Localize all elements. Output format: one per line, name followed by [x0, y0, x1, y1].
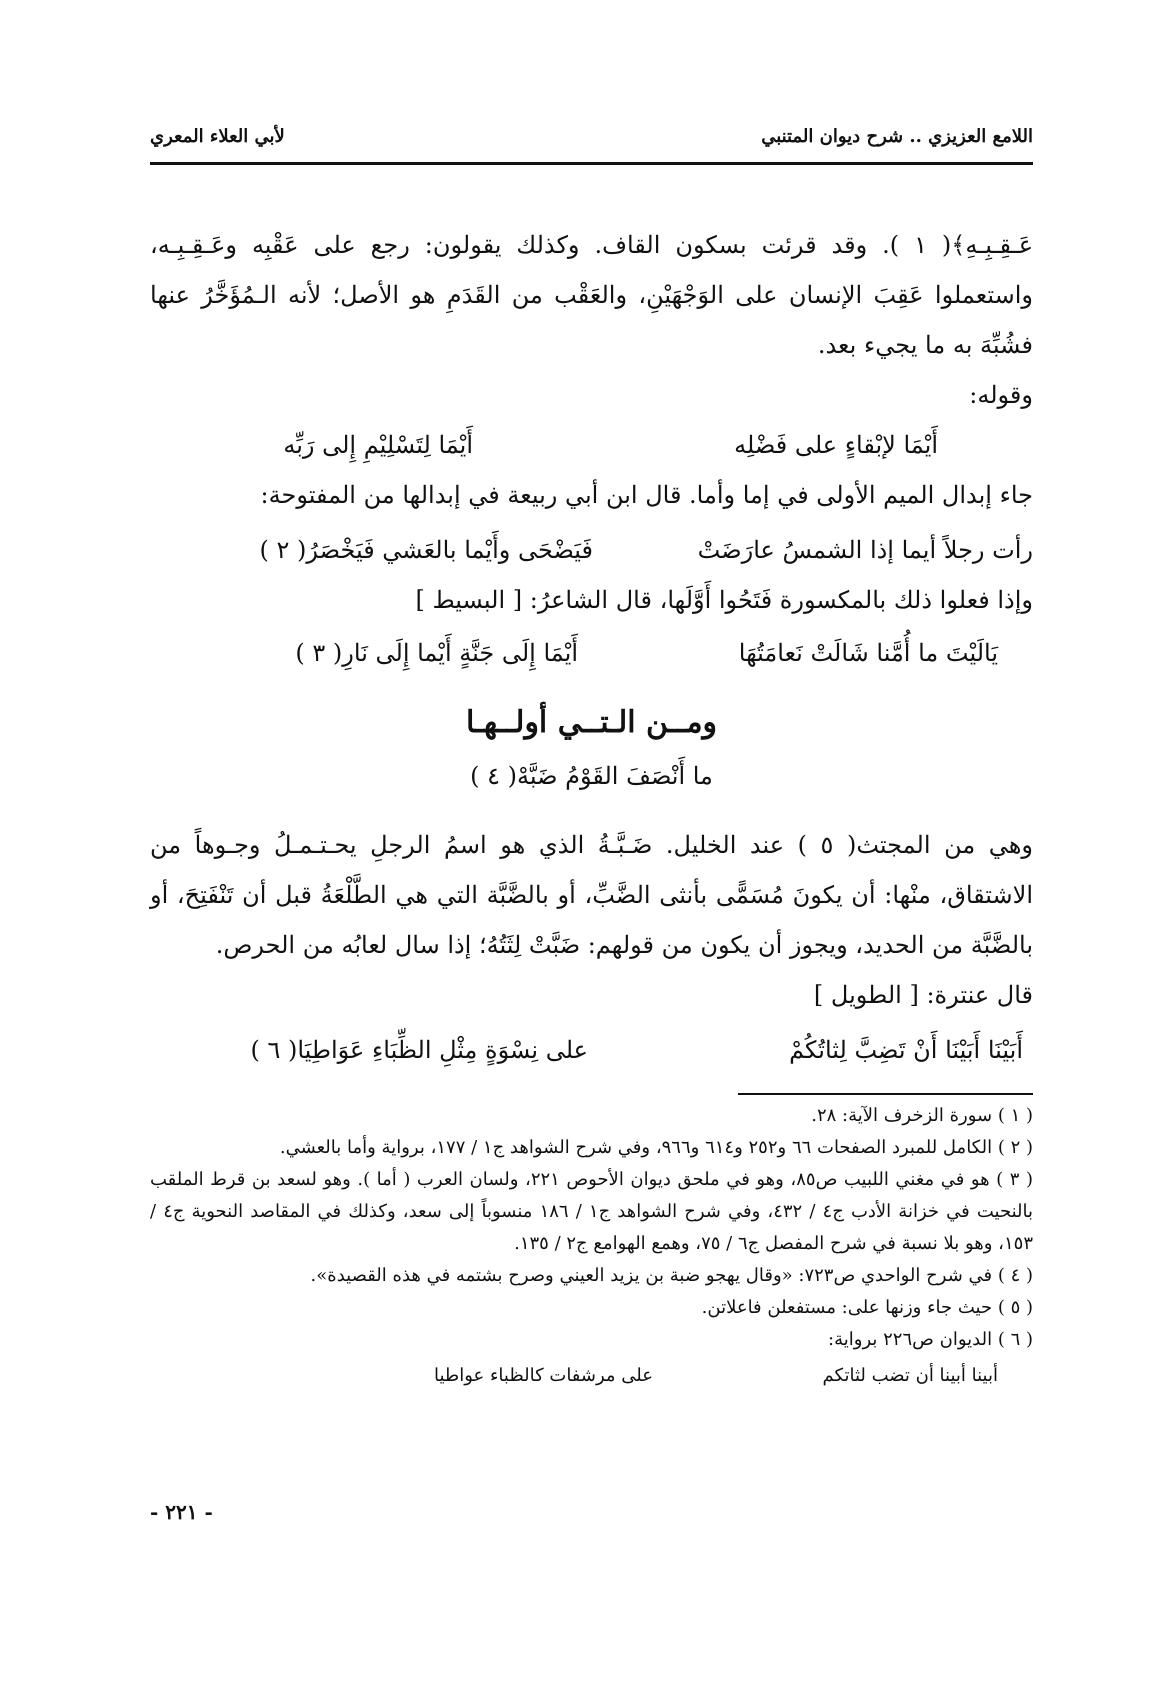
section-title: ومــن الـتــي أولــهـا: [465, 705, 718, 740]
verse-3: [150, 628, 1033, 678]
footnote-verse-first-hemistich: أبينا أبينا أن تضب لثاتكم: [822, 1365, 998, 1386]
verse-1-second-hemistich: أَيْمَا لِتَسْلِيْمِ إِلى رَبِّه: [283, 431, 473, 459]
verse-2-first-hemistich: رأت رجلاً أيما إذا الشمسُ عارَضَتْ: [697, 536, 1033, 564]
footnote-verse-second-hemistich: على مرشفات كالظباء عواطيا: [433, 1365, 653, 1386]
verse-1: [150, 420, 1033, 470]
verse-4: [150, 1025, 1033, 1075]
header-rule: [150, 162, 1033, 165]
paragraph-2: وهي من المجتث( ٥ ) عند الخليل. ضَـبَّـةُ الذي هو اسمُ الرجلِ يحـتـمـلُ وجـوهاً من الاشتقاق، منْها: أن يكونَ مُسَمًّى بأنثى الضَّبِّ، أو بالضَّبَّة التي هي الطَّلْعَةُ قبل أن تَنْفَتِحَ، أو بالضَّبَّة من الحديد، ويجوز أن يكون من قولهم: ضَبَّتْ لِثَتُهُ؛ إذا سال لعابُه من الحرص.: [150, 831, 1033, 959]
footnote-1: ( ١ ) سورة الزخرف الآية: ٢٨.: [811, 1105, 1033, 1126]
line-4: قال عنترة: [ الطويل ]: [813, 981, 1033, 1009]
footnote-rule: [738, 1093, 1033, 1095]
verse-2-second-hemistich: فَيَضْحَى وأَيْما بالعَشي فَيَخْصَرُ( ٢ ): [259, 536, 593, 564]
paragraph-1: عَـقِـبِـهِ﴾( ١ ). وقد قرئت بسكون القاف. وكذلك يقولون: رجع على عَقْبِه وعَـقِـبِـه، واستعملوا عَقِبَ الإنسان على الوَجْهَيْنِ، والعَقْب من القَدَمِ هو الأصل؛ لأنه الـمُؤَخَّرُ عنها فشُبِّهَ به ما يجيء بعد.: [150, 231, 1034, 359]
line-3: وإذا فعلوا ذلك بالمكسورة فَتَحُوا أَوَّلَها، قال الشاعرُ: [ البسيط ]: [415, 586, 1033, 614]
verse-3-first-hemistich: يَالَيْتَ ما أُمَّنا شَالَتْ نَعامَتُهَا: [738, 639, 998, 667]
footnote-6: ( ٦ ) الديوان ص٢٢٦ برواية:: [828, 1329, 1033, 1350]
section-subtitle: ما أَنْصَفَ القَوْمُ ضَبَّهْ( ٤ ): [470, 762, 713, 790]
book-title: اللامع العزيزي .. شرح ديوان المتنبي: [761, 126, 1033, 147]
verse-3-second-hemistich: أَيْمَا إِلَى جَنَّةٍ أَيْما إِلَى نَارِ( ٣ ): [295, 639, 578, 667]
verse-4-first-hemistich: أَبَيْنَا أَبَيْنَا أَنْ تَضِبَّ لِثاتُكُمْ: [789, 1036, 1023, 1064]
author-name: لأبي العلاء المعري: [150, 126, 285, 147]
footnote-3: ( ٣ ) هو في مغني اللبيب ص٨٥، وهو في ملحق ديوان الأحوص ٢٢١، ولسان العرب ( أما ). وهو لسعد بن قرط الملقب بالنحيت في خزانة الأدب ج٤ / ٤٣٢، وفي شرح الشواهد ج١ / ١٨٦ منسوباً إلى سعد، وكذلك في المقاصد النحوية ج٤ / ١٥٣، وهو بلا نسبة في شرح المفصل ج٦ / ٧٥، وهمع الهوامع ج٢ / ١٣٥.: [150, 1169, 1033, 1254]
footnote-verse: [150, 1356, 1033, 1392]
footnote-5: ( ٥ ) حيث جاء وزنها على: مستفعلن فاعلاتن.: [701, 1297, 1033, 1318]
verse-2: [150, 525, 1033, 575]
footnotes: [150, 1100, 1033, 1392]
running-header: [150, 118, 1033, 164]
verse-1-first-hemistich: أَيْمَا لإبْقاءٍ على فَضْلِه: [734, 431, 938, 459]
line-2: جاء إبدال الميم الأولى في إما وأما. قال ابن أبي ربيعة في إبدالها من المفتوحة:: [260, 481, 1033, 509]
footnote-4: ( ٤ ) في شرح الواحدي ص٧٢٣: «وقال يهجو ضبة بن يزيد العيني وصرح بشتمه في هذه القصيدة».: [310, 1265, 1033, 1286]
verse-intro: وقوله:: [969, 381, 1033, 409]
footnote-2: ( ٢ ) الكامل للمبرد الصفحات ٦٦ و٢٥٢ و٦١٤ و٩٦٦، وفي شرح الشواهد ج١ / ١٧٧، برواية وأما بالعشي.: [279, 1137, 1033, 1158]
page-number: - ٢٢١ -: [150, 1500, 213, 1524]
verse-4-second-hemistich: على نِسْوَةٍ مِثْلِ الظِّبَاءِ عَوَاطِيَا( ٦ ): [250, 1036, 588, 1064]
